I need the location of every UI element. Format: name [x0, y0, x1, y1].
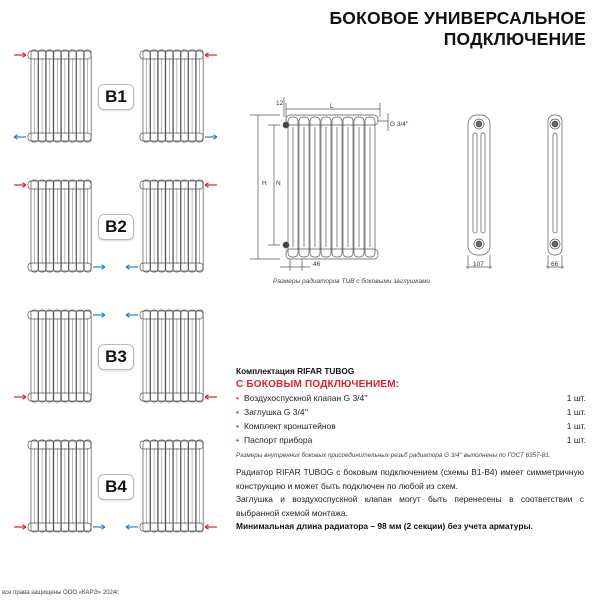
dim-107: 107: [473, 261, 484, 268]
dim-12: 12: [276, 100, 284, 107]
kit-item-name: Комплект кронштейнов: [243, 421, 336, 431]
description: [236, 466, 584, 534]
description-p1: Радиатор RIFAR TUBOG с боковым подключением (схемы B1-B4) имеет симметричную конструкцию и может быть подключен по любой из схем.: [236, 467, 584, 491]
drawing-caption: Размеры радиаторов TUB с боковыми заглушками: [273, 278, 431, 285]
scheme-label: B2: [98, 214, 134, 240]
scheme-label: B3: [98, 344, 134, 370]
kit-item: [236, 421, 586, 432]
dim-L: L: [330, 103, 334, 110]
kit-item-qty: 1 шт.: [566, 407, 586, 417]
dim-66: 66: [551, 261, 559, 268]
kit-section: [236, 366, 586, 459]
kit-note: Размеры внутренних боковых присоединительных резьб радиатора G 3/4'' выполнены по ГОСТ 6357-81.: [236, 452, 551, 459]
kit-item: [236, 407, 586, 418]
bullet-icon: •: [236, 421, 239, 431]
dim-thread: G 3/4'': [390, 121, 409, 128]
kit-item: [236, 435, 586, 446]
page-title: БОКОВОЕ УНИВЕРСАЛЬНОЕ ПОДКЛЮЧЕНИЕ: [329, 8, 586, 49]
scheme-label: B1: [98, 84, 134, 110]
kit-subtitle: С БОКОВЫМ ПОДКЛЮЧЕНИЕМ:: [236, 379, 400, 390]
dimension-drawing: [250, 95, 600, 275]
description-p3: Минимальная длина радиатора – 98 мм (2 секции) без учета арматуры.: [236, 521, 533, 532]
scheme-label: B4: [98, 474, 134, 500]
kit-item-name: Воздухоспускной клапан G 3/4'': [243, 393, 368, 403]
kit-item-qty: 1 шт.: [566, 421, 586, 431]
dim-46: 46: [313, 261, 321, 268]
description-p2: Заглушка и воздухоспускной клапан могут быть перенесены в соответствии с выбранной схемой монтажа.: [236, 494, 584, 518]
bullet-icon: •: [236, 407, 239, 417]
kit-title: Комплектация RIFAR TUBOG: [236, 366, 355, 376]
kit-item-name: Паспорт прибора: [243, 435, 313, 445]
bullet-icon: •: [236, 435, 239, 445]
kit-item-name: Заглушка G 3/4'': [243, 407, 308, 417]
copyright: все права защищены ООО «КАРЭ» 2024г.: [2, 590, 120, 596]
kit-item-qty: 1 шт.: [566, 393, 586, 403]
dim-H: H: [262, 180, 267, 187]
kit-item: [236, 393, 586, 404]
kit-item-qty: 1 шт.: [566, 435, 586, 445]
bullet-icon: •: [236, 393, 239, 403]
dim-N: N: [276, 180, 281, 187]
